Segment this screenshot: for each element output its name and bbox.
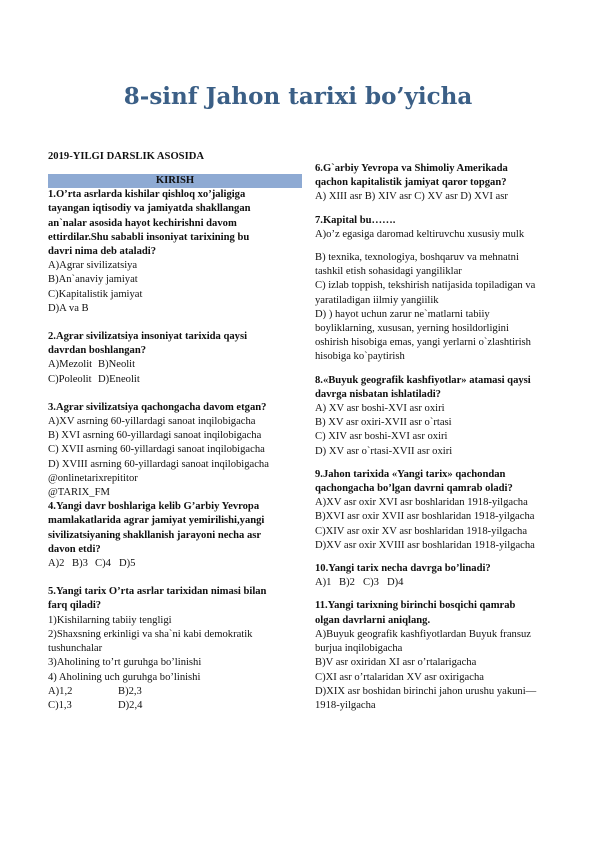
section-banner: KIRISH bbox=[48, 174, 302, 188]
answer-option: D) XVIII asrning 60-yillardagi sanoat inqilobigacha bbox=[48, 458, 269, 470]
answer-option: B)An`anaviy jamiyat bbox=[48, 274, 138, 286]
answer-option: B) XVI asrning 60-yillardagi sanoat inqilobigacha bbox=[48, 430, 262, 442]
answer-row bbox=[48, 358, 302, 372]
answer-option: C) XIV asr boshi-XVI asr oxiri bbox=[315, 431, 448, 443]
question-4-line: davon etdi? bbox=[48, 543, 101, 555]
question-1-line: tayangan iqtisodiy va jamiyatda shakllangan bbox=[48, 203, 251, 215]
answer-option: D)Eneolit bbox=[98, 373, 140, 385]
question-3: 3.Agrar sivilizatsiya qachongacha davom etgan? bbox=[48, 401, 267, 413]
answer-row bbox=[48, 685, 302, 699]
answer-option: C)3 bbox=[363, 577, 379, 589]
answer-option: A)XV asrning 60-yillardagi sanoat inqilobigacha bbox=[48, 416, 256, 428]
answer-options: A) XIII asr B) XIV asr C) XV asr D) XVI asr bbox=[315, 191, 508, 203]
question-1-line: 1.O’rta asrlarda kishilar qishloq xo’jaligiga bbox=[48, 189, 246, 201]
statement: 1)Kishilarning tabiiy tengligi bbox=[48, 614, 172, 626]
answer-option: B) XV asr oxiri-XVII asr o`rtasi bbox=[315, 417, 452, 429]
answer-option: hisobiga ko`paytirish bbox=[315, 351, 405, 363]
right-column bbox=[315, 162, 569, 713]
answer-row bbox=[48, 699, 302, 713]
question-10: 10.Yangi tarix necha davrga bo’linadi? bbox=[315, 563, 491, 575]
answer-option: oshirish hisobiga emas, yangi yerlarni o`zlashtirish bbox=[315, 337, 531, 349]
question-5-line: 5.Yangi tarix O’rta asrlar tarixidan nimasi bilan bbox=[48, 586, 267, 598]
channel-handle: @onlinetarixrepititor bbox=[48, 472, 138, 484]
question-1-line: davri nima deb ataladi? bbox=[48, 246, 157, 258]
question-4-line: mamlakatlarida agrar jamiyat yemirilishi,yangi bbox=[48, 515, 265, 527]
question-2-line: davrdan boshlangan? bbox=[48, 345, 147, 357]
answer-option: C) izlab toppish, tekshirish natijasida topiladigan va bbox=[315, 280, 536, 292]
answer-option: A) XV asr boshi-XVI asr oxiri bbox=[315, 403, 445, 415]
answer-option: D)A va B bbox=[48, 302, 89, 314]
statement: tushunchalar bbox=[48, 643, 103, 655]
channel-handle: @TARIX_FM bbox=[48, 487, 110, 499]
question-1-line: an`nalar asosida hayot kechirishni davom bbox=[48, 217, 237, 229]
question-7: 7.Kapital bu……. bbox=[315, 214, 396, 226]
answer-option: A)Mezolit bbox=[48, 359, 93, 371]
answer-option: C)Poleolit bbox=[48, 373, 92, 385]
answer-row bbox=[48, 557, 302, 571]
answer-option: A)1,2 bbox=[48, 685, 73, 697]
question-8-line: 8.«Buyuk geografik kashfiyotlar» atamasi qaysi bbox=[315, 374, 531, 386]
answer-row bbox=[48, 373, 302, 387]
answer-option: C)1,3 bbox=[48, 699, 72, 711]
statement: 2)Shaxsning erkinligi va sha`ni kabi demokratik bbox=[48, 628, 253, 640]
question-11-line: olgan davrlarni aniqlang. bbox=[315, 614, 431, 626]
statement: 3)Aholining to’rt guruhga bo’linishi bbox=[48, 657, 202, 669]
section-heading: 2019-YILGI DARSLIK ASOSIDA bbox=[48, 151, 204, 162]
answer-option: A)2 bbox=[48, 558, 65, 570]
question-11-line: 11.Yangi tarixning birinchi bosqichi qamrab bbox=[315, 600, 516, 612]
answer-option: B) texnika, texnologiya, boshqaruv va mehnatni bbox=[315, 252, 519, 264]
question-6-line: 6.G`arbiy Yevropa va Shimoliy Amerikada bbox=[315, 163, 508, 174]
answer-option: burjua inqilobigacha bbox=[315, 643, 403, 655]
answer-option: D)5 bbox=[119, 558, 136, 570]
left-column bbox=[48, 150, 302, 713]
question-5-line: farq qiladi? bbox=[48, 600, 102, 612]
answer-option: A)Agrar sivilizatsiya bbox=[48, 260, 138, 272]
statement: 4) Aholining uch guruhga bo’linishi bbox=[48, 671, 201, 683]
answer-option: B)Neolit bbox=[98, 359, 136, 371]
question-9-line: 9.Jahon tarixida «Yangi tarix» qachondan bbox=[315, 468, 506, 480]
answer-option: B)2,3 bbox=[118, 685, 142, 697]
answer-option: D)4 bbox=[387, 577, 404, 589]
answer-option: A)1 bbox=[315, 577, 332, 589]
answer-option: A)XV asr oxir XVI asr boshlaridan 1918-yilgacha bbox=[315, 497, 528, 509]
question-2-line: 2.Agrar sivilizatsiya insoniyat tarixida qaysi bbox=[48, 331, 248, 343]
answer-option: B)XVI asr oxir XVII asr boshlaridan 1918-yilgacha bbox=[315, 511, 535, 523]
answer-option: C) XVII asrning 60-yillardagi sanoat inqilobigacha bbox=[48, 444, 265, 456]
answer-option: C)Kapitalistik jamiyat bbox=[48, 288, 143, 300]
answer-option: D) ) hayot uchun zarur ne`matlarni tabiiy bbox=[315, 308, 490, 320]
question-8-line: davrga nisbatan ishlatiladi? bbox=[315, 388, 441, 400]
answer-option: A)Buyuk geografik kashfiyotlardan Buyuk fransuz bbox=[315, 628, 531, 640]
question-4-line: 4.Yangi davr boshlariga kelib G’arbiy Yevropa bbox=[48, 501, 260, 513]
answer-option: B)3 bbox=[72, 558, 88, 570]
question-9-line: qachongacha bo’lgan davrni qamrab oladi? bbox=[315, 483, 513, 495]
answer-option: yaratiladigan iilmiy yangiilik bbox=[315, 294, 439, 306]
question-6-line: qachon kapitalistik jamiyat qaror topgan? bbox=[315, 177, 507, 189]
answer-option: C)XI asr o’rtalaridan XV asr oxirigacha bbox=[315, 671, 484, 683]
question-4-line: sivilizatsiyaning shakllanish jarayoni necha asr bbox=[48, 529, 262, 541]
answer-option: A)o’z egasiga daromad keltiruvchu xususiy mulk bbox=[315, 228, 525, 240]
answer-option: D) XV asr o`rtasi-XVII asr oxiri bbox=[315, 445, 453, 457]
answer-option: B)V asr oxiridan XI asr o’rtalarigacha bbox=[315, 657, 477, 669]
answer-option: C)4 bbox=[95, 558, 111, 570]
answer-option: D)2,4 bbox=[118, 699, 143, 711]
answer-option: boyliklarning, xususan, yerning hosildorligini bbox=[315, 323, 509, 335]
answer-option: 1918-yilgacha bbox=[315, 699, 376, 711]
answer-row bbox=[315, 576, 569, 590]
answer-option: D)XV asr oxir XVIII asr boshlaridan 1918-yilgacha bbox=[315, 539, 535, 551]
answer-option: tashkil etish sohasidagi yangiliklar bbox=[315, 266, 462, 278]
answer-option: C)XIV asr oxir XV asr boshlaridan 1918-yilgacha bbox=[315, 525, 528, 537]
answer-option: B)2 bbox=[339, 577, 355, 589]
page-title: 8-sinf Jahon tarixi bo’yicha bbox=[123, 83, 473, 110]
answer-option: D)XIX asr boshidan birinchi jahon urushu yakuni— bbox=[315, 685, 537, 697]
question-1-line: ettirdilar.Shu sababli insoniyat tarixining bu bbox=[48, 231, 250, 243]
